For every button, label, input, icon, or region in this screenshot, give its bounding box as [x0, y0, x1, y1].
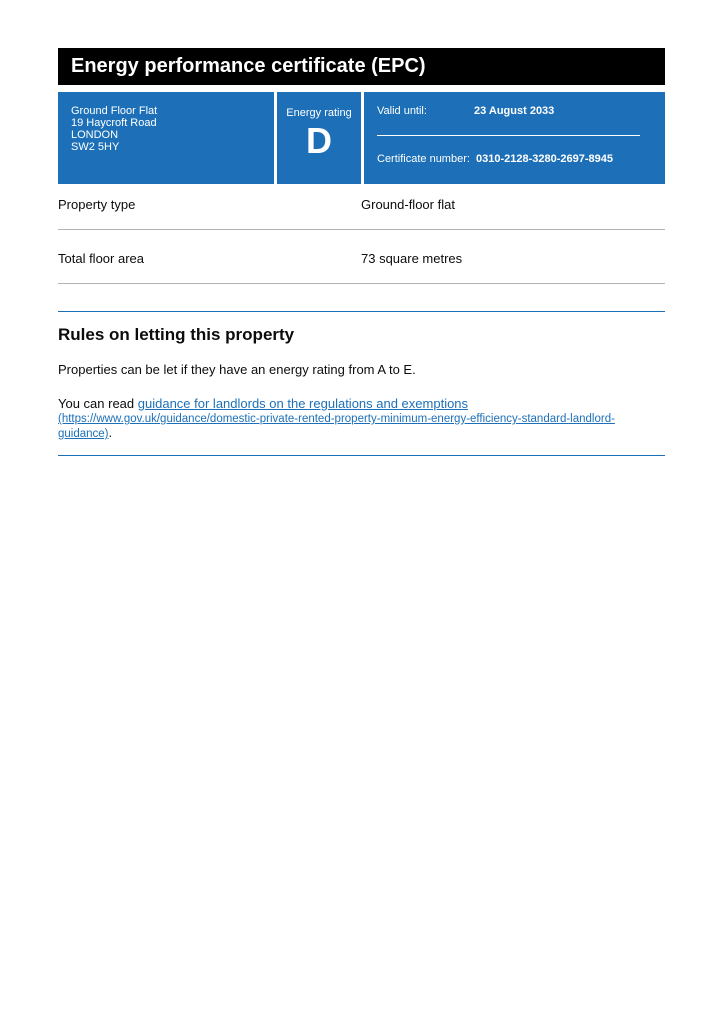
- address-line-2: 19 Haycroft Road: [71, 117, 157, 129]
- guidance-prefix: You can read: [58, 396, 138, 411]
- floor-area-row: [58, 238, 665, 284]
- landlord-guidance-paragraph: [58, 397, 665, 441]
- guidance-suffix: .: [108, 425, 113, 440]
- energy-rating-label: Energy rating: [286, 107, 352, 119]
- certificate-number-label: Certificate number:: [377, 153, 470, 165]
- address-line-3: LONDON: [71, 129, 119, 141]
- floor-area-value: 73 square metres: [361, 251, 463, 266]
- floor-area-label: Total floor area: [58, 251, 144, 266]
- energy-rating-panel: [277, 92, 361, 184]
- address-panel: [58, 92, 274, 184]
- section-divider-bottom: [58, 455, 665, 456]
- section-divider-top: [58, 311, 665, 312]
- address-line-4: SW2 5HY: [71, 141, 120, 153]
- certificate-number-row: [377, 153, 613, 165]
- letting-rules-paragraph: Properties can be let if they have an energy rating from A to E.: [58, 362, 416, 377]
- property-type-value: Ground-floor flat: [361, 197, 455, 212]
- valid-until-value: 23 August 2033: [474, 105, 555, 117]
- address-line-1: Ground Floor Flat: [71, 105, 158, 117]
- property-type-row: [58, 184, 665, 230]
- letting-rules-heading: Rules on letting this property: [58, 325, 295, 344]
- valid-until-label: Valid until:: [377, 105, 427, 117]
- landlord-guidance-link[interactable]: guidance for landlords on the regulations and exemptions: [137, 396, 469, 411]
- landlord-guidance-url[interactable]: (https://www.gov.uk/guidance/domestic-private-rented-property-minimum-energy-efficiency-standard-landlord-guidance): [58, 413, 615, 440]
- valid-until-row: [377, 105, 555, 117]
- property-type-label: Property type: [58, 197, 136, 212]
- page-title: Energy performance certificate (EPC): [58, 48, 665, 85]
- certificate-number-value: 0310-2128-3280-2697-8945: [476, 153, 614, 165]
- energy-rating-value: D: [306, 120, 332, 161]
- certificate-panel: [364, 92, 665, 184]
- certificate-divider: [377, 135, 640, 136]
